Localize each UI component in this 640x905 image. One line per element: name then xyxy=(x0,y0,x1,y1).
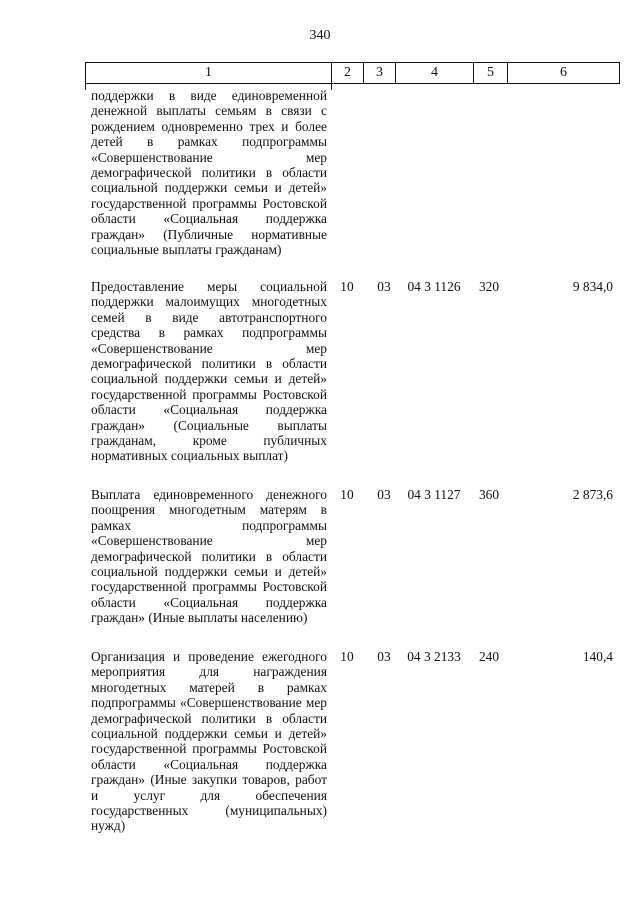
row-expense-type: 320 xyxy=(478,279,500,294)
row-description: поддержки в виде единовременной денежной выплаты семьям в связи с рождением одновременно трех и более детей в рамках подпрограммы «Совершенствование мер демографической политики в области социальной поддержки семьи и детей» государственной программы Ростовской области «Социальная поддержка граждан» (Публичные нормативные социальные выплаты гражданам) xyxy=(91,88,327,258)
row-section: 10 xyxy=(340,279,354,294)
column-header-2: 2 xyxy=(332,63,364,83)
row-target-article: 04 3 1126 xyxy=(407,279,461,294)
row-expense-type: 240 xyxy=(478,649,500,664)
column-divider xyxy=(331,84,332,90)
row-amount: 140,4 xyxy=(582,649,613,664)
row-target-article: 04 3 2133 xyxy=(407,649,461,664)
row-description: Организация и проведение ежегодного мероприятия для награждения многодетных матерей в рамках подпрограммы «Совершенствование мер демографической политики в области социальной поддержки семьи и детей» государственной программы Ростовской области «Социальная поддержка граждан» (Иные закупки товаров, работ и услуг для обеспечения государственных (муниципальных) нужд) xyxy=(91,649,327,834)
row-description: Предоставление меры социальной поддержки малоимущих многодетных семей в виде автотранспортного средства в рамках подпрограммы «Совершенствование мер демографической политики в области социальной поддержки семьи и детей» государственной программы Ростовской области «Социальная поддержка граждан» (Социальные выплаты гражданам, кроме публичных нормативных социальных выплат) xyxy=(91,279,327,464)
row-section: 10 xyxy=(340,487,354,502)
row-subsection: 03 xyxy=(377,487,391,502)
column-header-6: 6 xyxy=(560,65,567,80)
column-header-5: 5 xyxy=(474,63,508,83)
table-header-row xyxy=(85,62,620,84)
row-target-article: 04 3 1127 xyxy=(407,487,461,502)
column-header-1: 1 xyxy=(86,63,332,83)
column-header-4: 4 xyxy=(396,63,474,83)
row-amount: 9 834,0 xyxy=(572,279,613,294)
row-section: 10 xyxy=(340,649,354,664)
row-description: Выплата единовременного денежного поощрения многодетным матерям в рамках подпрограммы «Совершенствование мер демографической политики в области социальной поддержки семьи и детей» государственной программы Ростовской области «Социальная поддержка граждан» (Иные выплаты населению) xyxy=(91,487,327,626)
page-number: 340 xyxy=(309,28,331,43)
row-expense-type: 360 xyxy=(478,487,500,502)
row-subsection: 03 xyxy=(377,279,391,294)
column-header-3: 3 xyxy=(364,63,396,83)
column-divider xyxy=(85,84,86,90)
row-subsection: 03 xyxy=(377,649,391,664)
row-amount: 2 873,6 xyxy=(572,487,613,502)
